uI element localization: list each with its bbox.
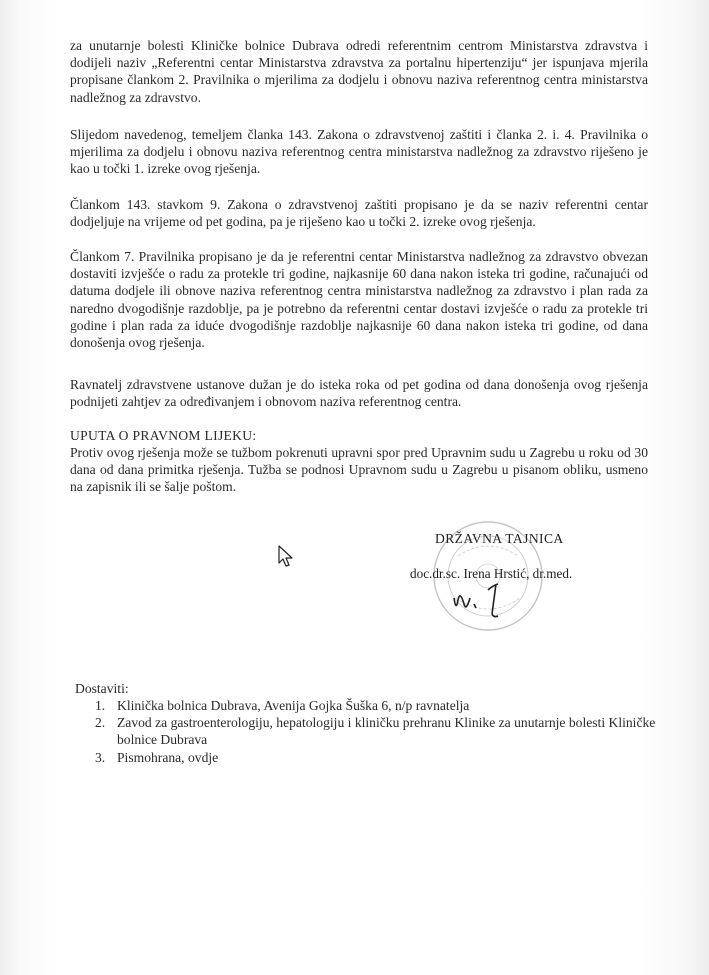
list-item-text: Pismohrana, ovdje bbox=[117, 749, 219, 765]
list-item-text: Zavod za gastroenterologiju, hepatologiju i kliničku prehranu Klinike za unutarnje bolesti Kliničke bolnice Dubrava bbox=[117, 715, 656, 748]
paragraph-reporting-obligation: Člankom 7. Pravilnika propisano je da je referentni centar Ministarstva nadležnog za zdravstvo obvezan dostaviti izvješće o radu za protekle tri godine, najkasnije 60 dana nakon isteka tri godine, računajući od datuma dodjele ili obnove naziva referentnog centra ministarstva nadležnog za zdravstvo i plan rada za naredno dvogodišnje razdoblje, pa je potrebno da referentni centar dostavi izvješće o radu za protekle tri godine i plan rada za iduće dvogodišnje razdoblje najkasnije 60 dana nakon isteka tri godine, od dana donošenja ovog rješenja. bbox=[70, 249, 648, 351]
list-item-text: Klinička bolnica Dubrava, Avenija Gojka Šuška 6, n/p ravnatelja bbox=[117, 698, 470, 713]
paragraph-renewal: Ravnatelj zdravstvene ustanove dužan je do isteka roka od pet godina od dana donošenja ovog rješenja podnijeti zahtjev za određivanjem i obnovom naziva referentnog centra. bbox=[70, 377, 648, 410]
legal-remedy-heading: UPUTA O PRAVNOM LIJEKU: bbox=[70, 428, 257, 443]
delivery-list bbox=[95, 697, 695, 766]
delivery-label: Dostaviti: bbox=[75, 681, 129, 696]
signature-title: DRŽAVNA TAJNICA bbox=[435, 531, 564, 546]
paragraph-legal-basis: Slijedom navedenog, temeljem članka 143. Zakona o zdravstvenoj zaštiti i članka 2. i. 4. Pravilnika o mjerilima za dodjelu i obnovu naziva referentnog centra ministarstva nadležnog za zdravstvo riješeno je kao u točki 1. izreke ovog rješenja. bbox=[70, 127, 648, 177]
list-item bbox=[95, 697, 695, 714]
paragraph-designation: za unutarnje bolesti Kliničke bolnice Dubrava odredi referentnim centrom Ministarstva zdravstva i dodijeli naziv „Referentni centar Ministarstva zdravstva za portalnu hipertenziju“ jer ispunjava mjerila propisane člankom 2. Pravilnika o mjerilima za dodjelu i obnovu naziva referentnog centra ministarstva nadležnog za zdravstvo. bbox=[70, 38, 648, 105]
mouse-pointer-icon bbox=[278, 545, 294, 569]
list-item-number: 2. bbox=[95, 715, 106, 731]
paragraph-duration: Člankom 143. stavkom 9. Zakona o zdravstvenoj zaštiti propisano je da se naziv referentni centar dodjeljuje na vrijeme od pet godina, pa je riješeno kao u točki 2. izreke ovog rješenja. bbox=[70, 197, 648, 230]
signature-block bbox=[408, 516, 608, 636]
list-item-number: 3. bbox=[95, 749, 106, 765]
list-item bbox=[95, 714, 695, 748]
list-item-number: 1. bbox=[95, 698, 106, 713]
legal-remedy-text: Protiv ovog rješenja može se tužbom pokrenuti upravni spor pred Upravnim sudu u Zagrebu u roku od 30 dana od dana primitka rješenja. Tužba se podnosi Upravnom sudu u Zagrebu u pisanom obliku, usmeno na zapisnik ili se šalje poštom. bbox=[70, 445, 648, 495]
signature-name: doc.dr.sc. Irena Hrstić, dr.med. bbox=[410, 566, 573, 581]
handwritten-signature-icon bbox=[448, 578, 518, 628]
list-item bbox=[95, 749, 695, 766]
